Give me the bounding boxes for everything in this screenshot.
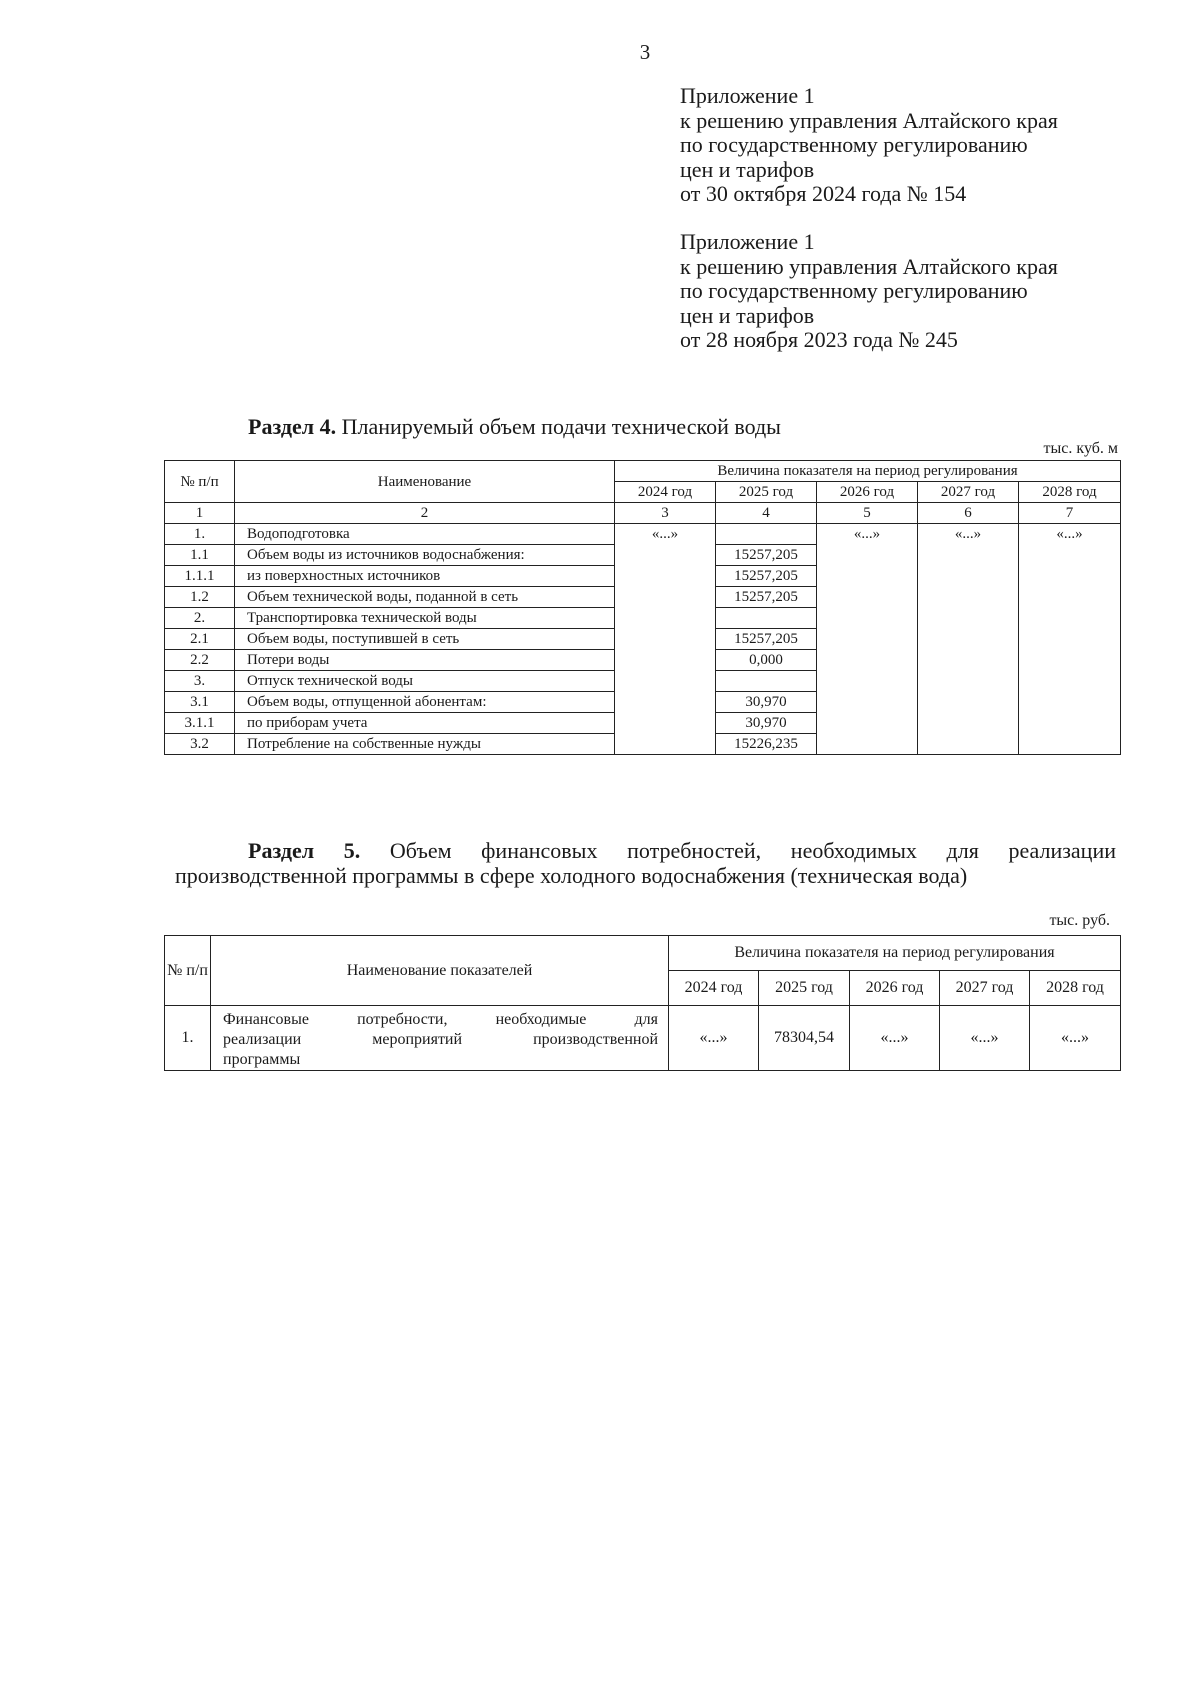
appendix-line: цен и тарифов — [680, 156, 815, 182]
appendix-line: к решению управления Алтайского края — [680, 253, 1058, 279]
row-name: Объем воды, отпущенной абонентам: — [235, 692, 615, 713]
financial-needs-table — [164, 935, 1121, 1071]
row-num: 1.2 — [165, 587, 235, 608]
section4-title-number: Раздел 4. — [248, 414, 337, 439]
header-year: 2025 год — [759, 971, 850, 1006]
col-number: 3 — [615, 503, 716, 524]
section5-title-text-2: производственной программы в сфере холодного водоснабжения (техническая вода) — [175, 863, 968, 888]
col-number: 4 — [716, 503, 817, 524]
row-num: 2.2 — [165, 650, 235, 671]
value-2025: 15257,205 — [716, 566, 817, 587]
value-2027: «...» — [918, 524, 1019, 755]
value-2024: «...» — [615, 524, 716, 755]
header-period: Величина показателя на период регулирования — [669, 936, 1121, 971]
value-2025: 15257,205 — [716, 587, 817, 608]
water-volume-table — [164, 460, 1121, 755]
value-2024: «...» — [669, 1006, 759, 1071]
appendix-header-original — [680, 230, 1150, 353]
row-name-line: реализации мероприятий производственной — [223, 1031, 658, 1048]
appendix-line: цен и тарифов — [680, 302, 815, 328]
col-number: 6 — [918, 503, 1019, 524]
row-num: 3.1 — [165, 692, 235, 713]
row-num: 2. — [165, 608, 235, 629]
row-name: Потребление на собственные нужды — [235, 734, 615, 755]
section5-unit: тыс. руб. — [1049, 912, 1110, 929]
appendix-date: от 30 октября 2024 года № 154 — [680, 181, 967, 206]
col-number: 1 — [165, 503, 235, 524]
row-name: Объем воды, поступившей в сеть — [235, 629, 615, 650]
appendix-line: по государственному регулированию — [680, 132, 1028, 157]
value-2025: 15257,205 — [716, 545, 817, 566]
value-2025 — [716, 524, 817, 545]
value-2026: «...» — [817, 524, 918, 755]
header-year: 2028 год — [1030, 971, 1121, 1006]
header-year: 2024 год — [669, 971, 759, 1006]
row-num: 1.1 — [165, 545, 235, 566]
header-num: № п/п — [165, 936, 211, 1006]
row-name: из поверхностных источников — [235, 566, 615, 587]
header-year: 2027 год — [918, 482, 1019, 503]
header-year: 2027 год — [940, 971, 1030, 1006]
col-number: 7 — [1019, 503, 1121, 524]
section5-title-text-1: Объем финансовых потребностей, необходимых для реализации — [389, 838, 1116, 863]
appendix-date: от 28 ноября 2023 года № 245 — [680, 327, 958, 352]
section4-title-text: Планируемый объем подачи технической воды — [341, 414, 781, 439]
row-name: по приборам учета — [235, 713, 615, 734]
page-number: 3 — [639, 40, 651, 64]
header-name: Наименование — [235, 461, 615, 503]
row-num: 1. — [165, 1006, 211, 1071]
section5-title-number: Раздел 5. — [248, 838, 361, 863]
value-2026: «...» — [850, 1006, 940, 1071]
row-num: 1. — [165, 524, 235, 545]
header-num: № п/п — [165, 461, 235, 503]
row-name-line: программы — [223, 1051, 301, 1068]
table-row — [165, 524, 1121, 545]
col-number: 5 — [817, 503, 918, 524]
row-name-line: Финансовые потребности, необходимые для — [223, 1011, 658, 1028]
appendix-title: Приложение 1 — [680, 83, 815, 108]
appendix-header-current — [680, 84, 1150, 207]
section5-title — [175, 838, 1116, 888]
header-year: 2025 год — [716, 482, 817, 503]
value-2028: «...» — [1030, 1006, 1121, 1071]
row-num: 1.1.1 — [165, 566, 235, 587]
row-name: Потери воды — [235, 650, 615, 671]
header-year: 2026 год — [817, 482, 918, 503]
value-2025: 15226,235 — [716, 734, 817, 755]
row-name: Транспортировка технической воды — [235, 608, 615, 629]
value-2025: 0,000 — [716, 650, 817, 671]
section4-title — [248, 414, 781, 439]
header-year: 2026 год — [850, 971, 940, 1006]
row-name — [211, 1006, 669, 1071]
col-number: 2 — [235, 503, 615, 524]
row-name: Объем технической воды, поданной в сеть — [235, 587, 615, 608]
row-num: 2.1 — [165, 629, 235, 650]
value-2025: 15257,205 — [716, 629, 817, 650]
value-2025: 30,970 — [716, 692, 817, 713]
header-year: 2028 год — [1019, 482, 1121, 503]
value-2025: 78304,54 — [759, 1006, 850, 1071]
value-2025 — [716, 608, 817, 629]
value-2028: «...» — [1019, 524, 1121, 755]
section4-unit: тыс. куб. м — [1043, 440, 1118, 457]
table-row — [165, 1006, 1121, 1071]
appendix-line: к решению управления Алтайского края — [680, 107, 1058, 133]
row-num: 3.2 — [165, 734, 235, 755]
row-name: Объем воды из источников водоснабжения: — [235, 545, 615, 566]
appendix-line: по государственному регулированию — [680, 278, 1028, 303]
header-period: Величина показателя на период регулирования — [615, 461, 1121, 482]
value-2027: «...» — [940, 1006, 1030, 1071]
appendix-title: Приложение 1 — [680, 229, 815, 254]
value-2025: 30,970 — [716, 713, 817, 734]
header-year: 2024 год — [615, 482, 716, 503]
value-2025 — [716, 671, 817, 692]
row-num: 3. — [165, 671, 235, 692]
row-num: 3.1.1 — [165, 713, 235, 734]
header-name: Наименование показателей — [211, 936, 669, 1006]
row-name: Отпуск технической воды — [235, 671, 615, 692]
row-name: Водоподготовка — [235, 524, 615, 545]
